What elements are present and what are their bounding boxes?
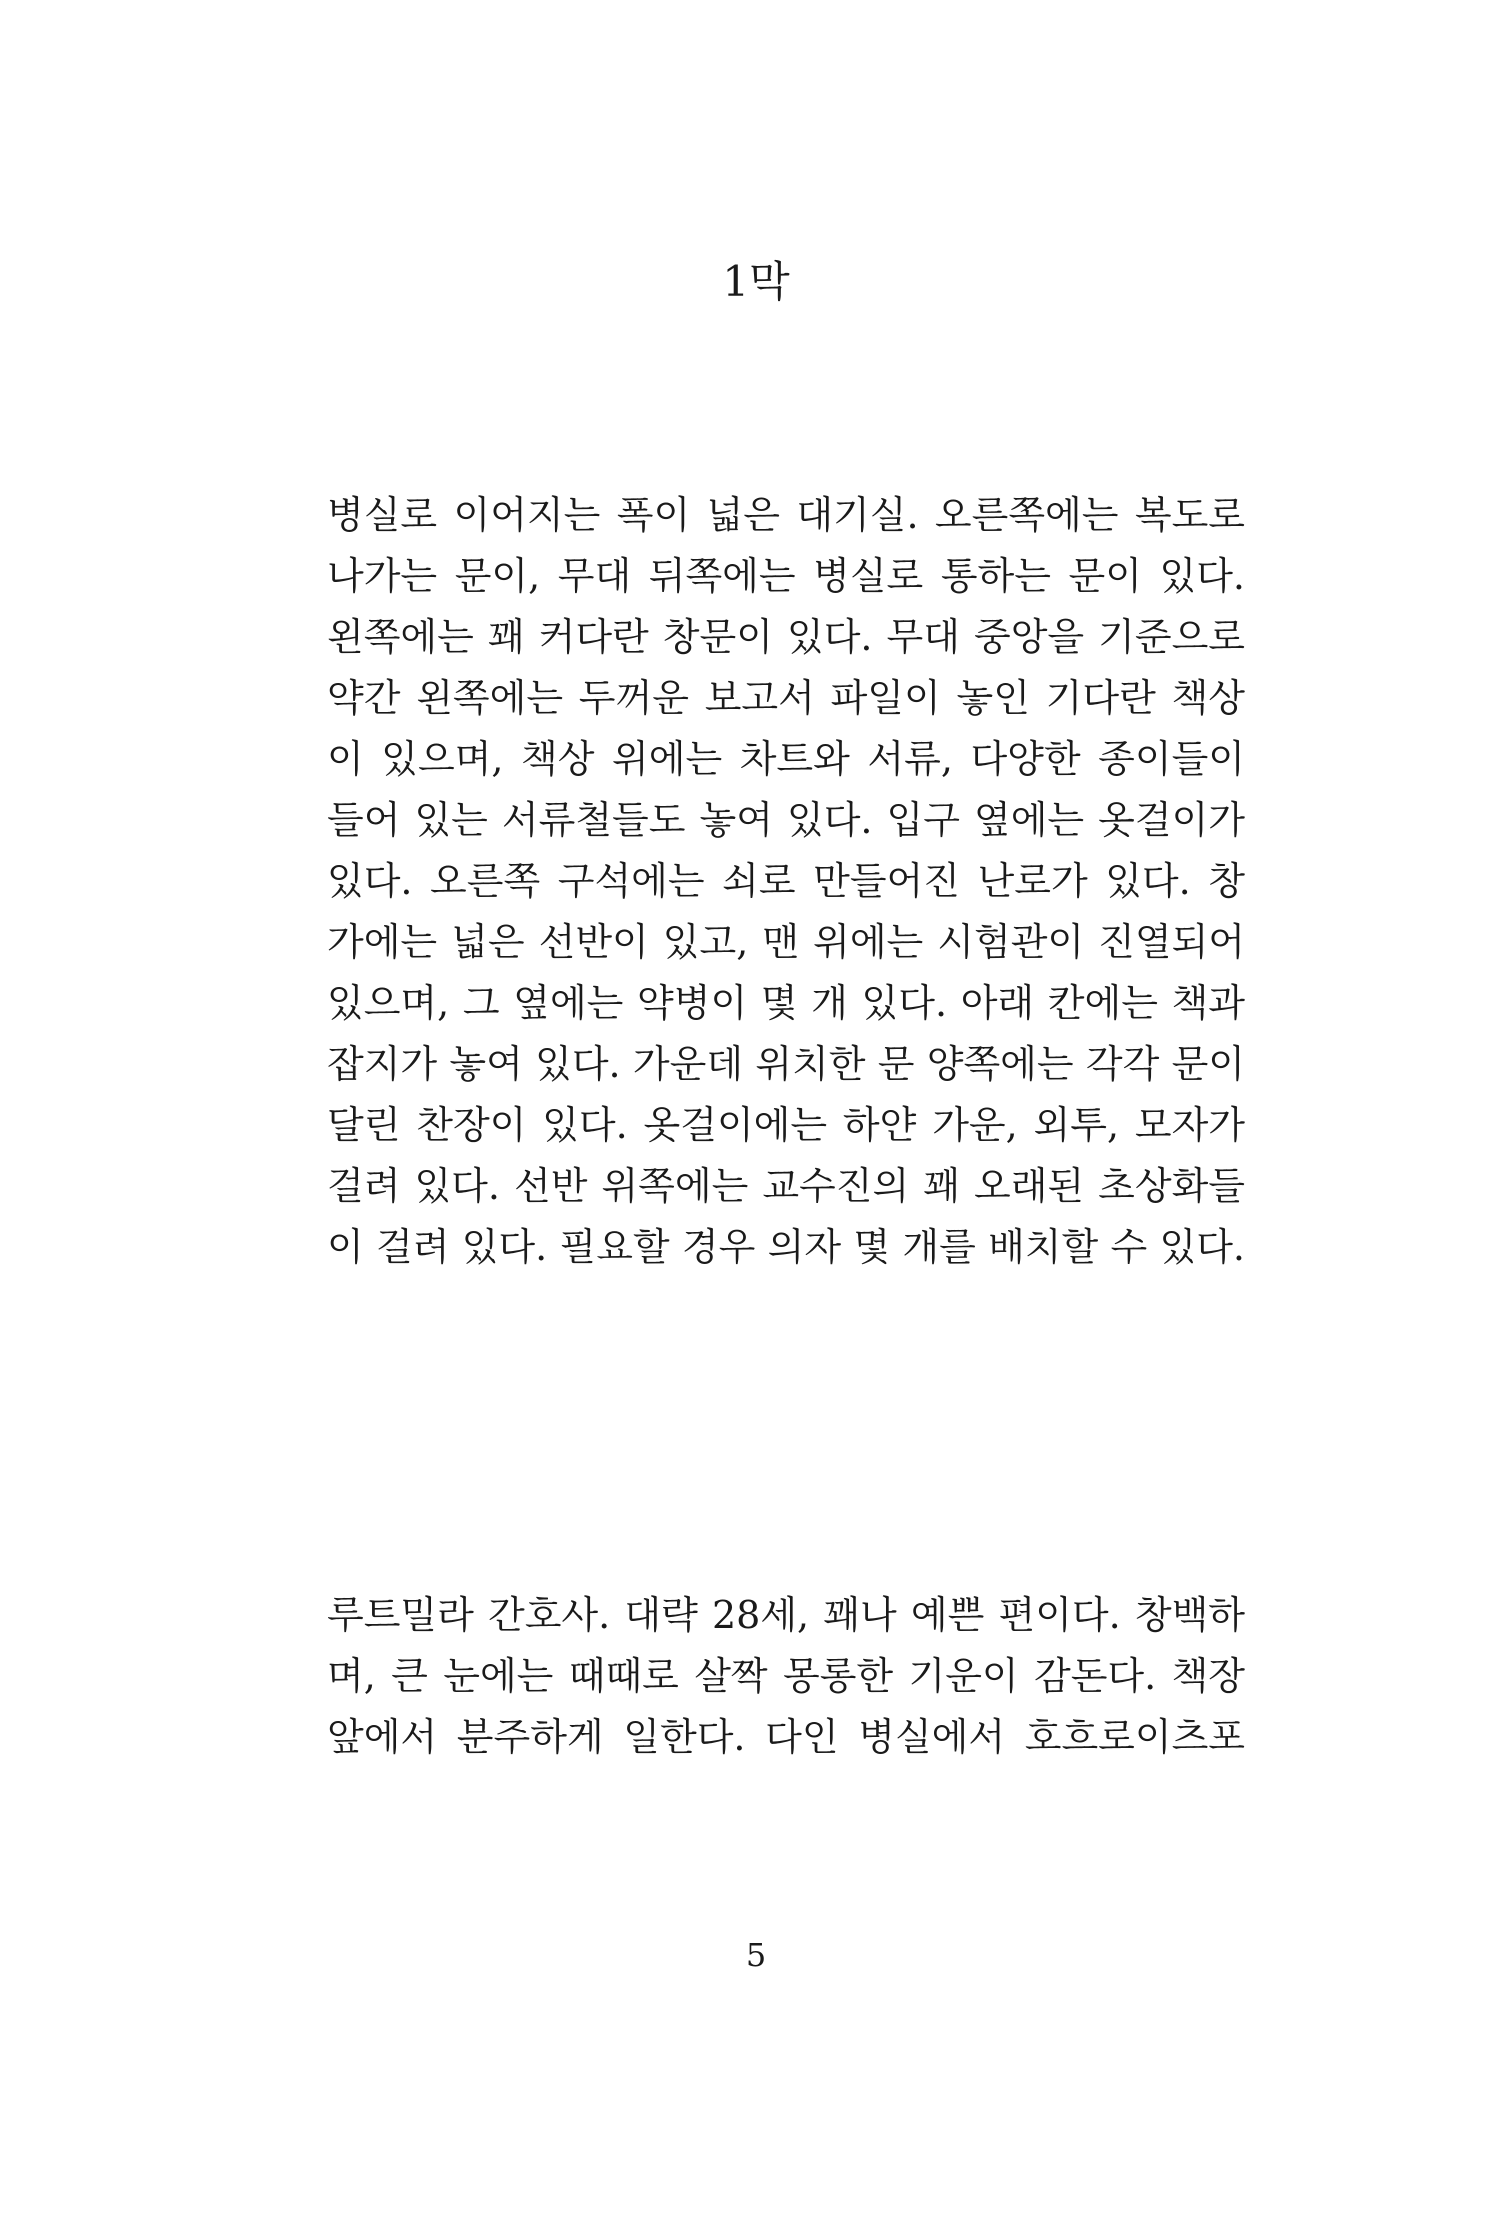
chapter-title: 1막 — [722, 257, 790, 306]
text-line: 앞에서 분주하게 일한다. 다인 병실에서 호흐로이츠포 — [327, 1715, 1245, 1759]
text-line: 왼쪽에는 꽤 커다란 창문이 있다. 무대 중앙을 기준으로 — [327, 615, 1245, 659]
text-line: 루트밀라 간호사. 대략 28세, 꽤나 예쁜 편이다. 창백하 — [327, 1593, 1245, 1637]
text-line: 있으며, 그 옆에는 약병이 몇 개 있다. 아래 칸에는 책과 — [327, 981, 1245, 1025]
text-line: 들어 있는 서류철들도 놓여 있다. 입구 옆에는 옷걸이가 — [327, 798, 1245, 842]
text-line: 있다. 오른쪽 구석에는 쇠로 만들어진 난로가 있다. 창 — [327, 859, 1245, 903]
text-line: 잡지가 놓여 있다. 가운데 위치한 문 양쪽에는 각각 문이 — [327, 1042, 1245, 1086]
text-line: 가에는 넓은 선반이 있고, 맨 위에는 시험관이 진열되어 — [327, 920, 1245, 964]
text-line: 약간 왼쪽에는 두꺼운 보고서 파일이 놓인 기다란 책상 — [327, 676, 1245, 720]
page-number: 5 — [745, 1936, 767, 1974]
text-line: 달린 찬장이 있다. 옷걸이에는 하얀 가운, 외투, 모자가 — [327, 1103, 1245, 1147]
text-line: 이 걸려 있다. 필요할 경우 의자 몇 개를 배치할 수 있다. — [327, 1225, 1245, 1269]
paragraph-stage-description — [327, 485, 1245, 1278]
text-line: 이 있으며, 책상 위에는 차트와 서류, 다양한 종이들이 — [327, 737, 1245, 781]
text-line: 병실로 이어지는 폭이 넓은 대기실. 오른쪽에는 복도로 — [327, 493, 1245, 537]
text-line: 며, 큰 눈에는 때때로 살짝 몽롱한 기운이 감돈다. 책장 — [327, 1654, 1245, 1698]
paragraph-character-description — [327, 1585, 1245, 1768]
text-line: 걸려 있다. 선반 위쪽에는 교수진의 꽤 오래된 초상화들 — [327, 1164, 1245, 1208]
text-line: 나가는 문이, 무대 뒤쪽에는 병실로 통하는 문이 있다. — [327, 554, 1245, 598]
